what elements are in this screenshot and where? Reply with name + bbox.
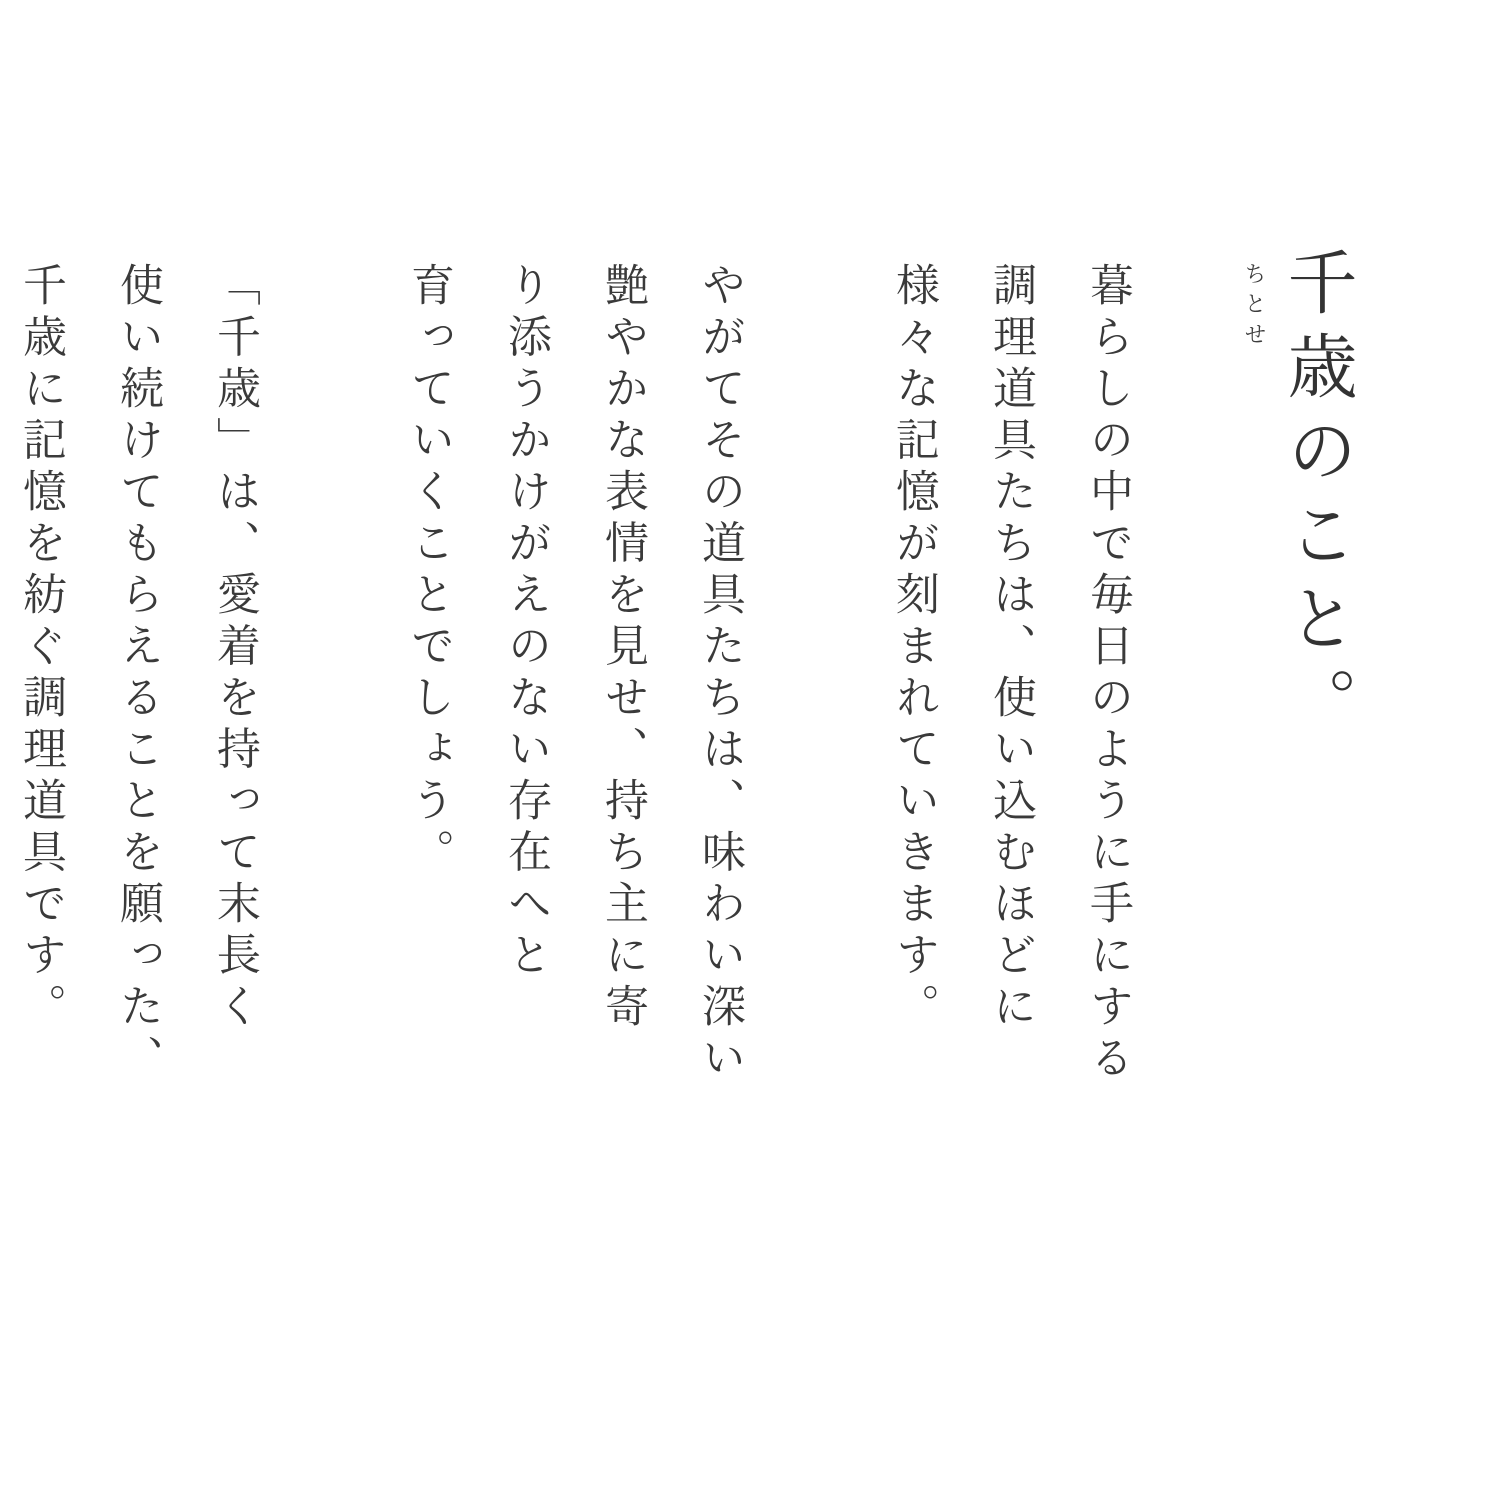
body-column-10: 「千歳」は、愛着を持って末長く [209, 262, 260, 1035]
body-column-1: 暮らしの中で毎日のように手にする [1082, 262, 1133, 1086]
body-column-3: 様々な記憶が刻まれていきます。 [888, 262, 939, 1035]
body-column-7: り添うかけがえのない存在へと [500, 262, 551, 983]
body-column-12: 千歳に記憶を紡ぐ調理道具です。 [15, 262, 66, 1035]
body-column-11: 使い続けてもらえることを願った、 [112, 262, 163, 1086]
body-column-6: 艶やかな表情を見せ、持ち主に寄 [597, 262, 648, 1035]
body-column-5: やがてその道具たちは、味わい深い [694, 262, 745, 1086]
page-title: 千歳のこと。 [1276, 246, 1358, 750]
title-ruby-reading: ちとせ [1241, 262, 1266, 354]
body-column-8: 育っていくことでしょう。 [403, 262, 454, 880]
body-column-2: 調理道具たちは、使い込むほどに [985, 262, 1036, 1035]
